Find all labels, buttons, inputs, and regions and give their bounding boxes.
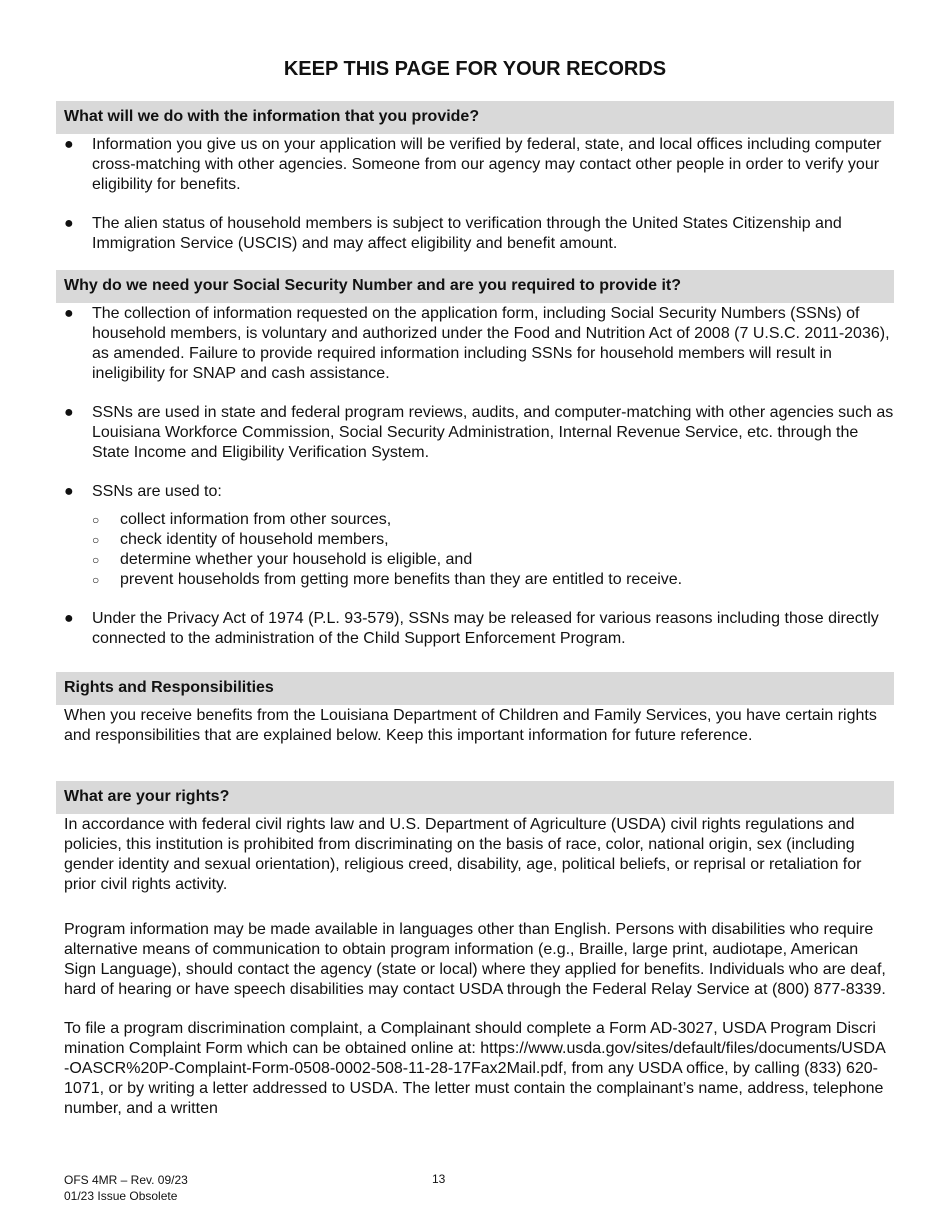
list-item (64, 135, 894, 195)
bullet-icon: ● (64, 136, 74, 153)
footer-form-id: OFS 4MR – Rev. 09/23 (64, 1173, 188, 1187)
circle-bullet-icon: ○ (92, 553, 100, 567)
section-header-rights: What are your rights? (56, 781, 894, 814)
footer-form-info (64, 1172, 188, 1204)
circle-bullet-icon: ○ (92, 533, 100, 547)
bullet-text: SSNs are used to: (92, 483, 222, 500)
list-item (92, 550, 894, 570)
sub-bullet-text: prevent households from getting more benefits than they are entitled to receive. (120, 571, 683, 588)
sub-bullet-text: check identity of household members, (120, 531, 389, 548)
footer-obsolete-note: 01/23 Issue Obsolete (64, 1189, 178, 1203)
rights-paragraph: To file a program discrimination complaint, a Complainant should complete a Form AD-3027, USDA Program Discrimination Complaint Form which can be obtained online at: https://www.usda.gov/sites/default/files/documents/USDA-OASCR%20P-Complaint-Form-0508-0002-508-11-28-17Fax2Mail.pdf, from any USDA office, by calling (833) 620-1071, or by writing a letter addressed to USDA. The letter must contain the complainant’s name, address, telephone number, and a written (64, 1020, 886, 1117)
info-bullet-list (56, 135, 894, 254)
list-item (92, 510, 894, 530)
bullet-icon: ● (64, 305, 74, 322)
circle-bullet-icon: ○ (92, 573, 100, 587)
section-header-ssn: Why do we need your Social Security Number and are you required to provide it? (56, 270, 894, 303)
bullet-icon: ● (64, 610, 74, 627)
bullet-text: SSNs are used in state and federal program reviews, audits, and computer-matching with other agencies such as Louisiana Workforce Commission, Social Security Administration, Internal Revenue Service, etc. through the State Income and Eligibility Verification System. (92, 404, 894, 461)
ssn-bullet-list (56, 304, 894, 649)
bullet-text: The collection of information requested on the application form, including Social Security Numbers (SSNs) of household members, is voluntary and authorized under the Food and Nutrition Act of 2008 (7 U.S.C. 2011-2036), as amended. Failure to provide required information including SSNs for household members will result in ineligibility for SNAP and cash assistance. (92, 305, 890, 382)
list-item (64, 403, 894, 463)
ssn-uses-sublist (92, 510, 894, 590)
bullet-text: The alien status of household members is subject to verification through the United States Citizenship and Immigration Service (USCIS) and may affect eligibility and benefit amount. (92, 215, 842, 252)
section-header-info: What will we do with the information that you provide? (56, 101, 894, 134)
rights-paragraph: In accordance with federal civil rights law and U.S. Department of Agriculture (USDA) civil rights regulations and policies, this institution is prohibited from discriminating on the basis of race, color, national origin, sex (including gender identity and sexual orientation), religious creed, disability, age, political beliefs, or reprisal or retaliation for prior civil rights activity. (64, 816, 862, 893)
rights-paragraph: Program information may be made available in languages other than English. Persons with disabilities who require alternative means of communication to obtain program information (e.g., Braille, large print, audiotape, American Sign Language), should contact the agency (state or local) where they applied for benefits. Individuals who are deaf, hard of hearing or have speech disabilities may contact USDA through the Federal Relay Service at (800) 877-8339. (64, 921, 886, 998)
bullet-text: Information you give us on your application will be verified by federal, state, and local offices including computer cross-matching with other agencies. Someone from our agency may contact other people in order to verify your eligibility for benefits. (92, 136, 882, 193)
list-item (92, 530, 894, 550)
list-item (64, 609, 894, 649)
list-item (92, 570, 894, 590)
bullet-icon: ● (64, 404, 74, 421)
page-number: 13 (432, 1172, 446, 1186)
bullet-icon: ● (64, 215, 74, 232)
section-header-rights-responsibilities: Rights and Responsibilities (56, 672, 894, 705)
page-title: KEEP THIS PAGE FOR YOUR RECORDS (283, 58, 667, 80)
sub-bullet-text: determine whether your household is eligible, and (120, 551, 473, 568)
circle-bullet-icon: ○ (92, 513, 100, 527)
list-item (64, 304, 894, 384)
sub-bullet-text: collect information from other sources, (120, 511, 392, 528)
list-item (64, 214, 894, 254)
bullet-text: Under the Privacy Act of 1974 (P.L. 93-579), SSNs may be released for various reasons including those directly connected to the administration of the Child Support Enforcement Program. (92, 610, 879, 647)
bullet-icon: ● (64, 483, 74, 500)
list-item (64, 482, 894, 590)
document-page (56, 56, 894, 1119)
rights-responsibilities-text: When you receive benefits from the Louisiana Department of Children and Family Services, you have certain rights and responsibilities that are explained below. Keep this important information for future reference. (64, 707, 877, 744)
